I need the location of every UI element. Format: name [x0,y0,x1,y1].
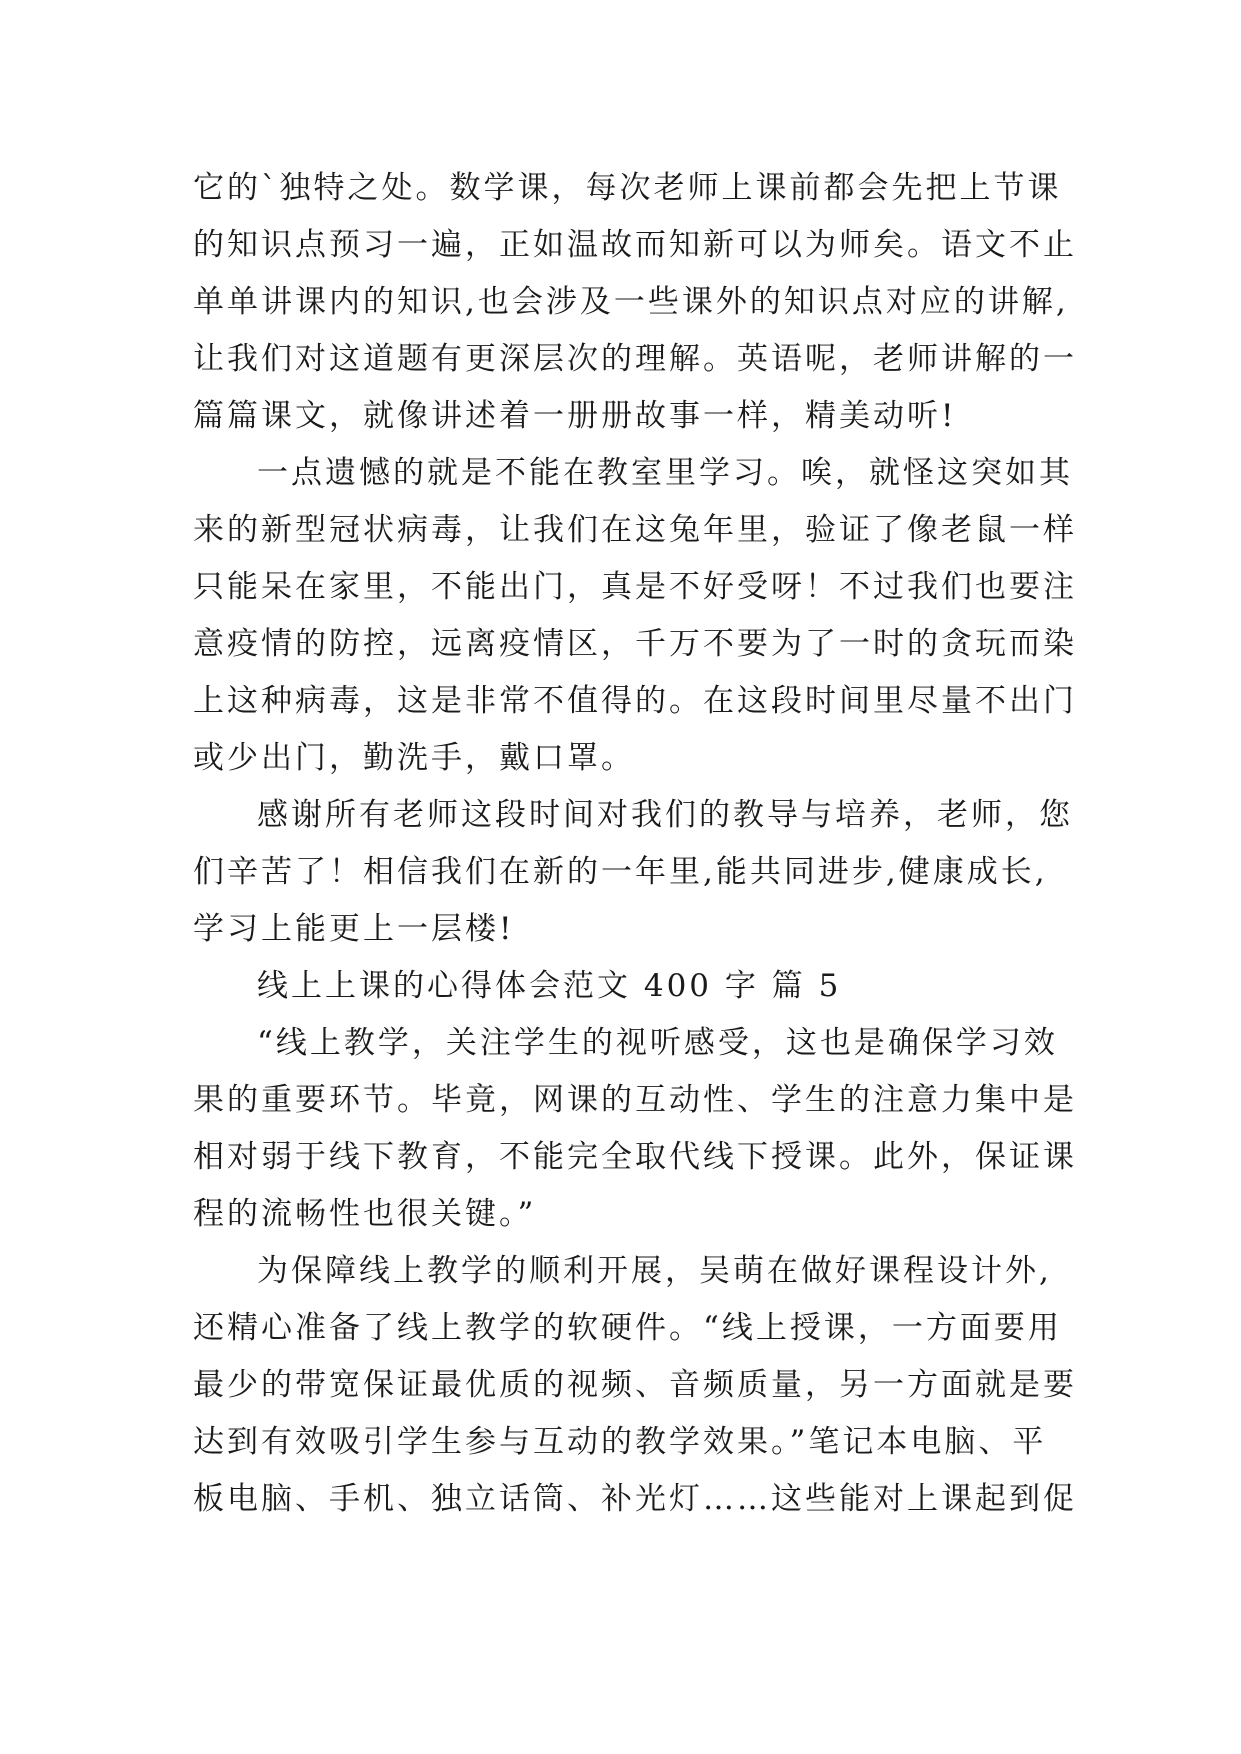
text-line: 篇篇课文，就像讲述着一册册故事一样，精美动听! [193,398,957,434]
text-line: 们辛苦了！相信我们在新的一年里,能共同进步,健康成长, [193,854,1048,890]
text-line: “线上教学，关注学生的视听感受，这也是确保学习效 [257,1025,1058,1061]
text-line: 还精心准备了线上教学的软硬件。“线上授课，一方面要用 [193,1310,1062,1346]
text-line: 单单讲课内的知识,也会涉及一些课外的知识点对应的讲解, [193,284,1069,320]
section-heading: 线上上课的心得体会范文 400 字 篇 5 [257,968,842,1004]
text-line: 感谢所有老师这段时间对我们的教导与培养，老师，您 [257,797,1073,833]
text-line: 意疫情的防控，远离疫情区，千万不要为了一时的贪玩而染 [193,626,1077,662]
text-line: 学习上能更上一层楼! [193,911,515,947]
text-line: 让我们对这道题有更深层次的理解。英语呢，老师讲解的一 [193,341,1077,377]
text-line: 只能呆在家里，不能出门，真是不好受呀！不过我们也要注 [193,569,1077,605]
text-line: 它的`独特之处。数学课，每次老师上课前都会先把上节课 [193,170,1062,206]
text-line: 来的新型冠状病毒，让我们在这兔年里，验证了像老鼠一样 [193,512,1077,548]
text-line: 果的重要环节。毕竟，网课的互动性、学生的注意力集中是 [193,1082,1077,1118]
text-line: 相对弱于线下教育，不能完全取代线下授课。此外，保证课 [193,1139,1077,1175]
text-line: 一点遗憾的就是不能在教室里学习。唉，就怪这突如其 [257,455,1073,491]
text-line: 板电脑、手机、独立话筒、补光灯……这些能对上课起到促 [193,1481,1077,1517]
text-line: 上这种病毒，这是非常不值得的。在这段时间里尽量不出门 [193,683,1077,719]
text-line: 为保障线上教学的顺利开展，吴萌在做好课程设计外, [257,1253,1052,1289]
text-line: 的知识点预习一遍，正如温故而知新可以为师矣。语文不止 [193,227,1077,263]
document-body [193,160,1093,1528]
text-line: 或少出门，勤洗手，戴口罩。 [193,740,635,776]
text-line: 达到有效吸引学生参与互动的教学效果。”笔记本电脑、平 [193,1424,1047,1460]
text-line: 最少的带宽保证最优质的视频、音频质量，另一方面就是要 [193,1367,1077,1403]
text-line: 程的流畅性也很关键。” [193,1196,537,1232]
